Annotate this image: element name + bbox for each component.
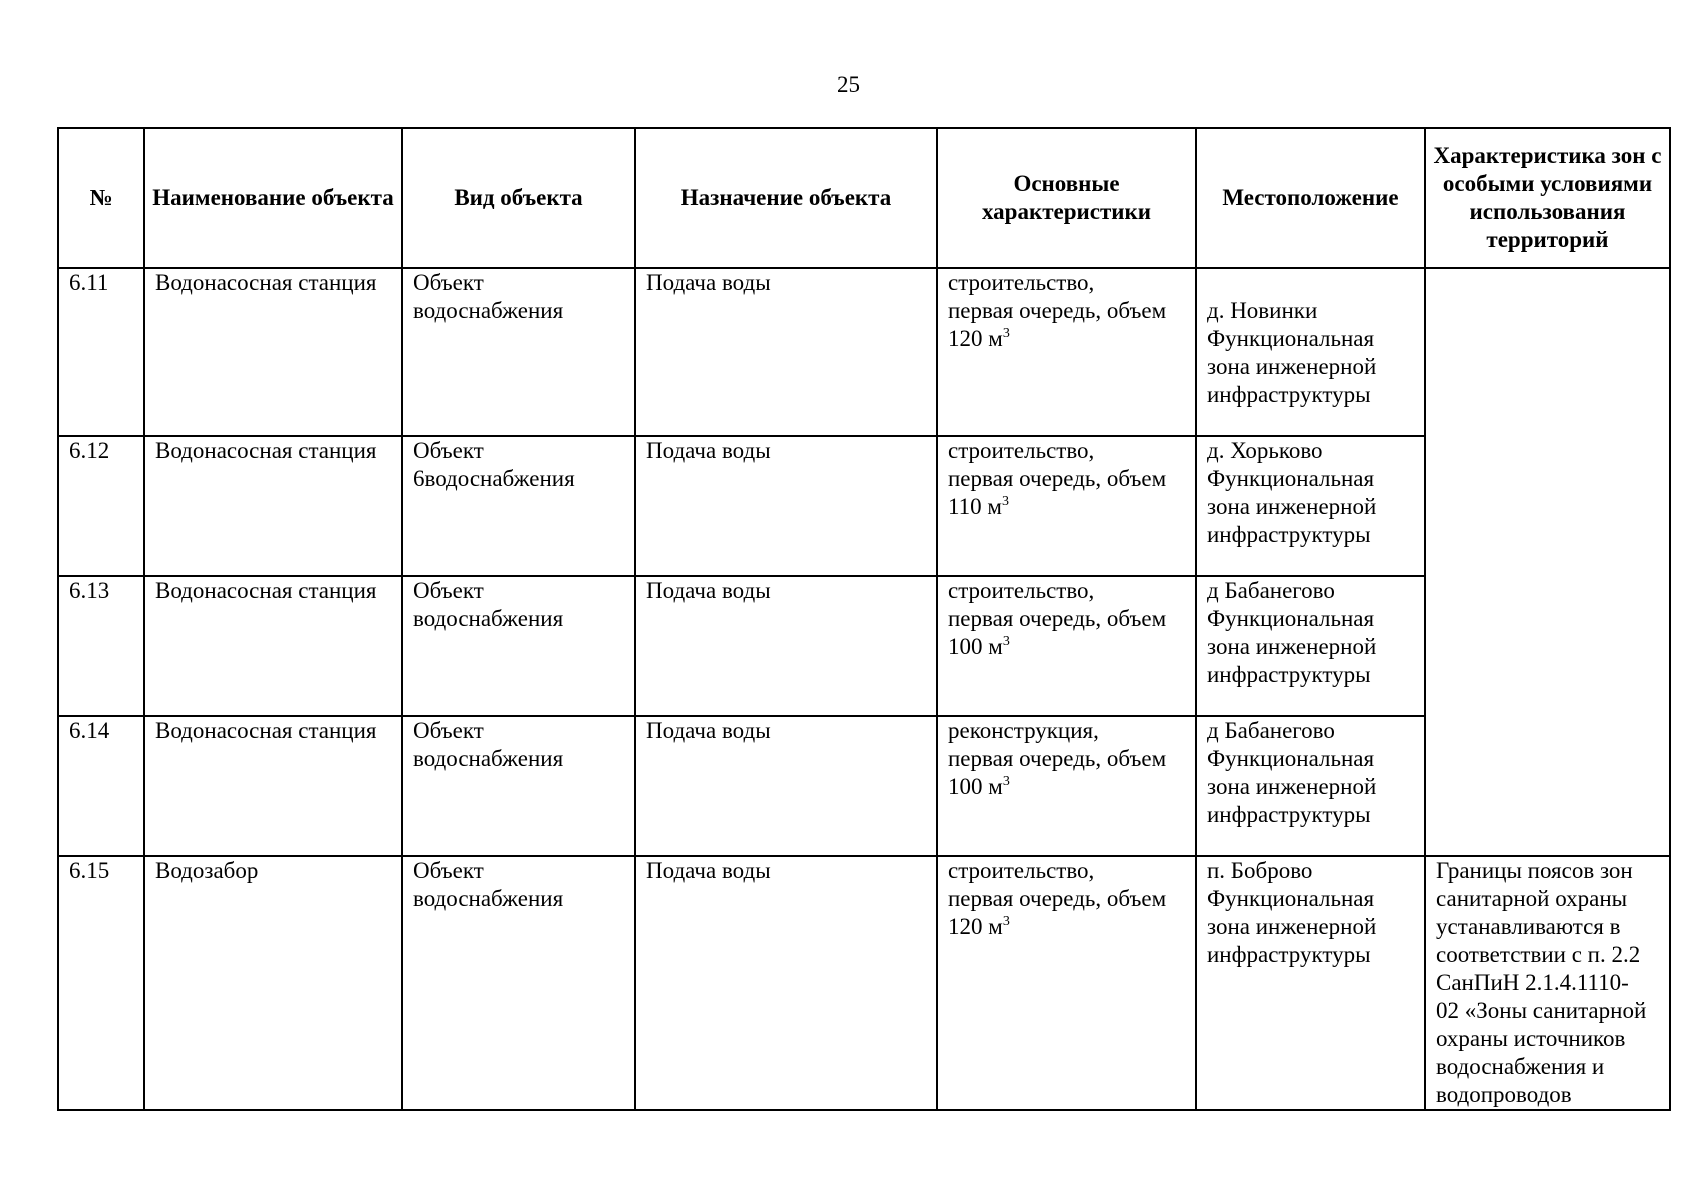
cell-purpose: Подача воды: [635, 576, 937, 716]
characteristics-text: строительство, первая очередь, объем 120 м: [948, 858, 1167, 939]
unit-superscript: 3: [1002, 326, 1010, 341]
cell-purpose: Подача воды: [635, 856, 937, 1110]
header-characteristics: Основные характеристики: [937, 128, 1196, 268]
cell-name: Водонасосная станция: [144, 716, 402, 856]
header-name: Наименование объекта: [144, 128, 402, 268]
cell-zones-empty: [1425, 268, 1670, 856]
table-row: [58, 268, 1670, 436]
cell-type: Объект водоснабжения: [402, 576, 635, 716]
cell-name: Водонасосная станция: [144, 268, 402, 436]
unit-superscript: 3: [1001, 494, 1009, 509]
header-num: №: [58, 128, 144, 268]
cell-location: д. Хорьково Функциональная зона инженерной инфраструктуры: [1196, 436, 1425, 576]
cell-num: 6.15: [58, 856, 144, 1110]
header-purpose: Назначение объекта: [635, 128, 937, 268]
cell-num: 6.12: [58, 436, 144, 576]
unit-superscript: 3: [1002, 914, 1010, 929]
unit-superscript: 3: [1002, 774, 1010, 789]
cell-purpose: Подача воды: [635, 436, 937, 576]
unit-superscript: 3: [1002, 634, 1010, 649]
header-type: Вид объекта: [402, 128, 635, 268]
cell-num: 6.11: [58, 268, 144, 436]
cell-characteristics: [937, 716, 1196, 856]
characteristics-text: реконструкция, первая очередь, объем 100 м: [948, 718, 1167, 799]
cell-location: п. Боброво Функциональная зона инженерной инфраструктуры: [1196, 856, 1425, 1110]
cell-characteristics: [937, 268, 1196, 436]
page-number: 25: [837, 72, 860, 97]
characteristics-text: строительство, первая очередь, объем 110 м: [948, 438, 1167, 519]
cell-location: д Бабанегово Функциональная зона инженерной инфраструктуры: [1196, 576, 1425, 716]
cell-type: Объект водоснабжения: [402, 268, 635, 436]
cell-type: Объект водоснабжения: [402, 716, 635, 856]
cell-zones: Границы поясов зон санитарной охраны устанавливаются в соответствии с п. 2.2 СанПиН 2.1.4.1110- 02 «Зоны санитарной охраны источников водоснабжения и водопроводов: [1425, 856, 1670, 1110]
cell-name: Водонасосная станция: [144, 436, 402, 576]
cell-name: Водозабор: [144, 856, 402, 1110]
table-row: [58, 856, 1670, 1110]
cell-characteristics: [937, 436, 1196, 576]
cell-purpose: Подача воды: [635, 268, 937, 436]
cell-purpose: Подача воды: [635, 716, 937, 856]
characteristics-text: строительство, первая очередь, объем 120 м: [948, 270, 1167, 351]
cell-name: Водонасосная станция: [144, 576, 402, 716]
cell-type: Объект водоснабжения: [402, 856, 635, 1110]
table-header-row: [58, 128, 1670, 268]
cell-characteristics: [937, 856, 1196, 1110]
header-location: Местоположение: [1196, 128, 1425, 268]
cell-type: Объект 6водоснабжения: [402, 436, 635, 576]
cell-num: 6.13: [58, 576, 144, 716]
cell-characteristics: [937, 576, 1196, 716]
cell-location: д. Новинки Функциональная зона инженерной инфраструктуры: [1196, 268, 1425, 436]
cell-num: 6.14: [58, 716, 144, 856]
cell-location: д Бабанегово Функциональная зона инженерной инфраструктуры: [1196, 716, 1425, 856]
header-zones: Характеристика зон с особыми условиями использования территорий: [1425, 128, 1670, 268]
characteristics-text: строительство, первая очередь, объем 100 м: [948, 578, 1167, 659]
water-facilities-table: [57, 127, 1671, 1111]
